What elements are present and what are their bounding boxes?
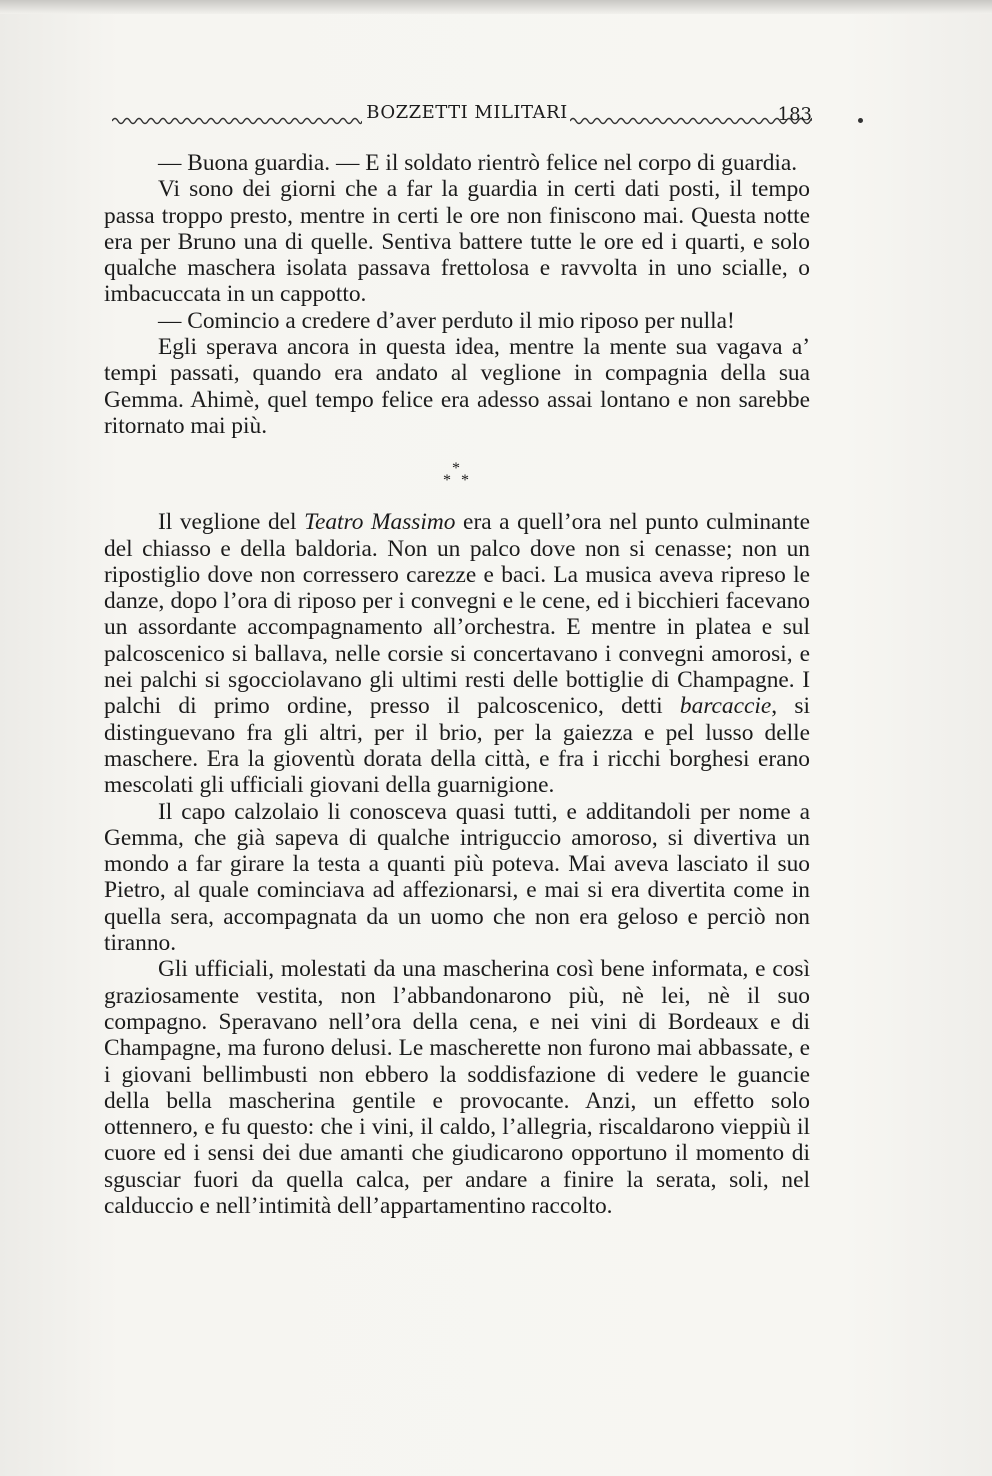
paragraph-text: Il veglione del — [158, 509, 305, 536]
page-number: 183 — [777, 104, 812, 125]
paragraph-text: , si distinguevano fra gli altri, per il brio, per la gaiezza e pel lusso delle maschere. Era la gioventù dorata della città, e fra i ricchi borghesi erano mescolati gli ufficiali giovani della guarnigione. — [104, 693, 810, 799]
asterism-star: * — [443, 472, 451, 490]
paragraph: Gli ufficiali, molestati da una mascherina così bene informata, e così graziosamente vestita, non l’abbandonarono più, nè lei, nè il suo compagno. Speravano nell’ora della cena, e nei vini di Bordeaux e di Champagne, ma furono delusi. Le mascherette non furono mai abbassate, e i giovani bellimbusti non ebbero la soddisfazione di vedere le guancie della bella mascherina gentile e provocante. Anzi, un effetto solo ottennero, e fu questo: che i vini, il caldo, l’allegria, riscaldarono vieppiù il cuore ed i sensi dei due amanti che giudicarono opportuno il momento di sgusciar fuori da quella calca, per andare a finire la serata, soli, nel calduccio e nell’intimità dell’appartamentino raccolto. — [104, 956, 810, 1219]
page-edge-shadow — [0, 0, 992, 14]
wavy-rule-right — [570, 116, 812, 126]
paragraph: — Buona guardia. — E il soldato rientrò felice nel corpo di guardia. — [158, 150, 798, 176]
asterism-star: * — [452, 460, 460, 478]
paragraph: Egli sperava ancora in questa idea, mentre la mente sua vagava a’ tempi passati, quando era andato al veglione in compagnia della sua Gemma. Ahimè, quel tempo felice era adesso assai lontano e non sarebbe ritornato mai più. — [104, 334, 810, 439]
paragraph: Vi sono dei giorni che a far la guardia in certi dati posti, il tempo passa troppo presto, mentre in certi le ore non finiscono mai. Questa notte era per Bruno una di quelle. Sentiva battere tutte le ore ed i quarti, e solo qualche maschera isolata passava frettolosa e ravvolta in uno scialle, o imbacuccata in un cappotto. — [104, 176, 810, 308]
asterism-star: * — [461, 472, 469, 490]
italic-title: Teatro Massimo — [304, 509, 456, 536]
running-head — [112, 96, 812, 136]
paragraph-text: era a quell’ora nel punto culminante del chiasso e della baldoria. Non un palco dove non si cenasse; non un ripostiglio dove non corressero carezze e baci. La musica aveva ripreso le danze, dopo l’ora di riposo per i convegni e le cene, ed i bicchieri facevano un assordante accompagnamento all’orchestra. E mentre in platea e sul palcoscenico si ballava, nelle corsie si concertavano i convegni amorosi, e nei palchi si sgocciolavano gli ultimi resti delle bottiglie di Champagne. I palchi di primo ordine, presso il palcoscenico, detti — [104, 509, 810, 720]
ink-speck — [858, 118, 863, 123]
asterism-separator — [104, 439, 810, 509]
italic-term: barcaccie — [679, 693, 772, 720]
wavy-rule-left — [112, 116, 362, 126]
paragraph — [104, 509, 810, 798]
running-head-title: BOZZETTI MILITARI — [366, 102, 568, 123]
paragraph: Il capo calzolaio li conosceva quasi tutti, e additandoli per nome a Gemma, che già sapeva di qualche intriguccio amoroso, si divertiva un mondo a far girare la testa a quanti più poteva. Mai aveva lasciato il suo Pietro, al quale cominciava ad affezionarsi, e mai si era divertita come in quella sera, accompagnata da un uomo che non era geloso e perciò non tiranno. — [104, 798, 810, 957]
body-text — [104, 150, 810, 1219]
paragraph: — Comincio a credere d’aver perduto il mio riposo per nulla! — [158, 307, 735, 334]
